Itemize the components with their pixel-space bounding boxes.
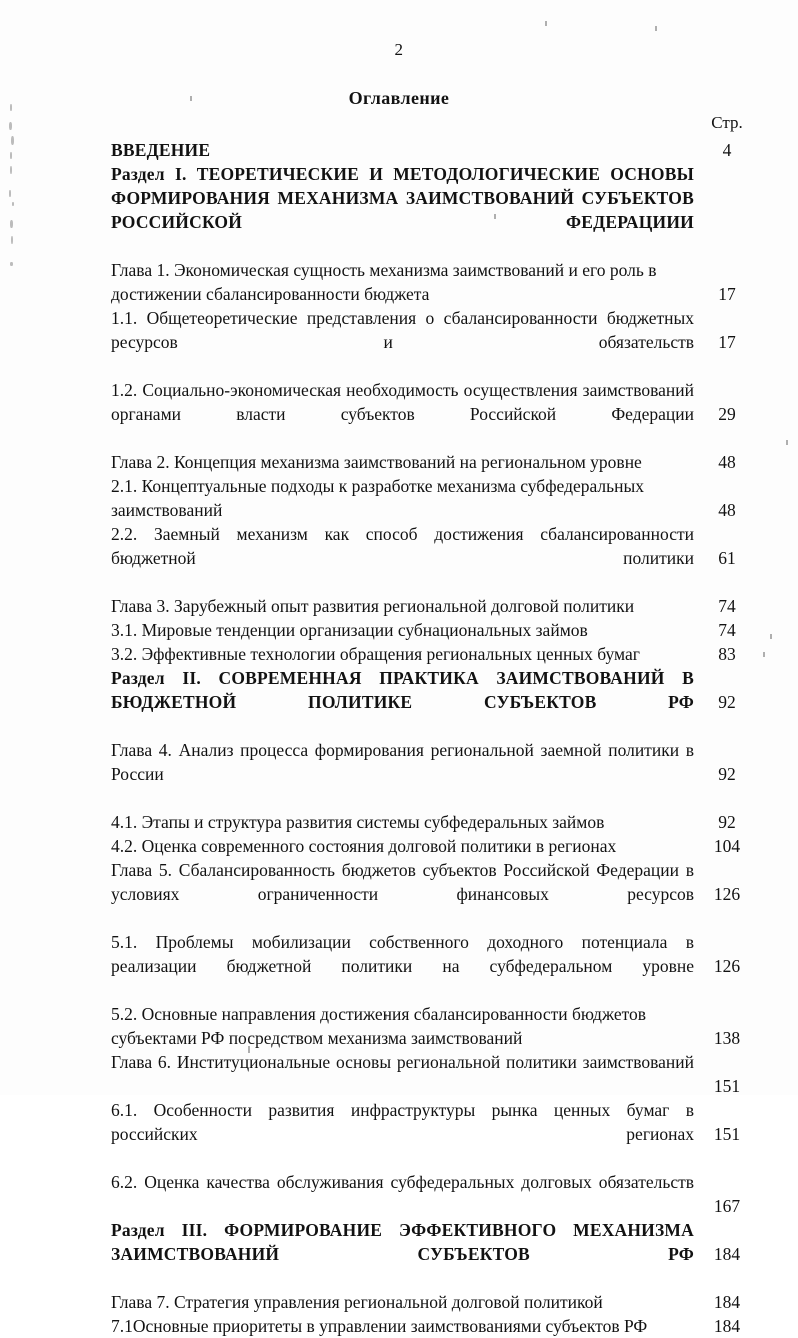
page-number-folio: 2 bbox=[394, 40, 404, 59]
toc-entry-page-number: 126 bbox=[713, 884, 741, 904]
toc-entry-page-number: 104 bbox=[713, 836, 741, 856]
toc-entry[interactable] bbox=[111, 810, 771, 834]
toc-entry-page-number: 151 bbox=[713, 1076, 741, 1096]
toc-entry-title: Раздел I. ТЕОРЕТИЧЕСКИЕ И МЕТОДОЛОГИЧЕСКИЕ ОСНОВЫ ФОРМИРОВАНИЯ МЕХАНИЗМА ЗАИМСТВОВАНИЙ СУБЪЕКТОВ РОССИЙСКОЙ ФЕДЕРАЦИИИ bbox=[111, 164, 694, 232]
toc-entry[interactable] bbox=[111, 1002, 771, 1050]
toc-entry-page-number: 151 bbox=[713, 1124, 741, 1144]
toc-entry-title: Глава 3. Зарубежный опыт развития региональной долговой политики bbox=[111, 596, 635, 616]
toc-entry[interactable] bbox=[111, 1098, 771, 1170]
toc-entry[interactable] bbox=[111, 162, 771, 258]
toc-entry-title: Глава 6. Институциональные основы региональной политики заимствований bbox=[111, 1052, 694, 1072]
toc-entry[interactable] bbox=[111, 594, 771, 618]
toc-entry-title: 2.2. Заемный механизм как способ достижения сбалансированности бюджетной политики bbox=[111, 524, 694, 568]
page-column-header: Стр. bbox=[711, 113, 743, 132]
toc-entry-page-number: 74 bbox=[718, 596, 736, 616]
toc-entry-title: 1.2. Социально-экономическая необходимость осуществления заимствований органами власти субъектов Российской Федерации bbox=[111, 380, 694, 424]
toc-entry[interactable] bbox=[111, 834, 771, 858]
scan-artifact bbox=[786, 440, 788, 445]
scan-artifact bbox=[10, 166, 12, 174]
scan-artifact bbox=[11, 136, 14, 145]
scan-artifact bbox=[10, 220, 13, 228]
toc-entry-title: 5.2. Основные направления достижения сбалансированности бюджетов субъектами РФ посредством механизма заимствований bbox=[111, 1004, 647, 1048]
toc-entry[interactable] bbox=[111, 1050, 771, 1098]
toc-entry[interactable] bbox=[111, 1218, 771, 1290]
toc-entry-page-number: 184 bbox=[713, 1292, 741, 1312]
toc-entry-title: 6.2. Оценка качества обслуживания субфедеральных долговых обязательств bbox=[111, 1172, 694, 1192]
page-title: Оглавление bbox=[348, 88, 450, 108]
toc-entry[interactable] bbox=[111, 138, 771, 162]
toc-entry-page-number: 138 bbox=[713, 1028, 741, 1048]
toc-entry-page-number: 17 bbox=[718, 284, 736, 304]
toc-entry-page-number: 92 bbox=[718, 764, 736, 784]
toc-entry[interactable] bbox=[111, 306, 771, 378]
toc-entry-title: Глава 5. Сбалансированность бюджетов субъектов Российской Федерации в условиях ограниченности финансовых ресурсов bbox=[111, 860, 694, 904]
toc-entry[interactable] bbox=[111, 1290, 771, 1314]
toc-entry-title: Раздел II. СОВРЕМЕННАЯ ПРАКТИКА ЗАИМСТВОВАНИЙ В БЮДЖЕТНОЙ ПОЛИТИКЕ СУБЪЕКТОВ РФ bbox=[111, 668, 694, 712]
scan-artifact bbox=[11, 236, 13, 244]
table-of-contents bbox=[111, 138, 771, 1338]
toc-entry-page-number: 4 bbox=[722, 140, 732, 160]
toc-entry-page-number: 184 bbox=[713, 1244, 741, 1264]
toc-entry-title: Раздел III. ФОРМИРОВАНИЕ ЭФФЕКТИВНОГО МЕХАНИЗМА ЗАИМСТВОВАНИЙ СУБЪЕКТОВ РФ bbox=[111, 1220, 694, 1264]
toc-entry-title: 1.1. Общетеоретические представления о сбалансированности бюджетных ресурсов и обязательств bbox=[111, 308, 694, 352]
toc-entry-page-number: 61 bbox=[718, 548, 736, 568]
toc-entry[interactable] bbox=[111, 378, 771, 450]
scan-artifact bbox=[655, 26, 657, 31]
toc-entry-page-number: 48 bbox=[718, 452, 736, 472]
toc-entry[interactable] bbox=[111, 1170, 771, 1218]
toc-entry[interactable] bbox=[111, 522, 771, 594]
toc-entry-title: ВВЕДЕНИЕ bbox=[111, 140, 211, 160]
toc-entry-page-number: 74 bbox=[718, 620, 736, 640]
toc-entry[interactable] bbox=[111, 738, 771, 810]
toc-entry-page-number: 83 bbox=[718, 644, 736, 664]
toc-entry-title: Глава 2. Концепция механизма заимствований на региональном уровне bbox=[111, 452, 642, 472]
scan-artifact bbox=[10, 152, 12, 159]
toc-entry[interactable] bbox=[111, 930, 771, 1002]
toc-entry[interactable] bbox=[111, 450, 771, 474]
toc-entry-title: 4.1. Этапы и структура развития системы субфедеральных займов bbox=[111, 812, 605, 832]
toc-entry-title: 3.1. Мировые тенденции организации субнациональных займов bbox=[111, 620, 588, 640]
toc-entry-title: 6.1. Особенности развития инфраструктуры рынка ценных бумаг в российских регионах bbox=[111, 1100, 694, 1144]
toc-entry-title: Глава 7. Стратегия управления региональной долговой политикой bbox=[111, 1292, 603, 1312]
toc-entry-title: Глава 1. Экономическая сущность механизма заимствований и его роль в достижении сбалансированности бюджета bbox=[111, 260, 657, 304]
toc-entry[interactable] bbox=[111, 666, 771, 738]
toc-entry-page-number: 126 bbox=[713, 956, 741, 976]
toc-entry-page-number: 92 bbox=[718, 812, 736, 832]
toc-entry[interactable] bbox=[111, 258, 771, 306]
toc-entry-page-number: 17 bbox=[718, 332, 736, 352]
toc-entry-title: 4.2. Оценка современного состояния долговой политики в регионах bbox=[111, 836, 617, 856]
toc-entry-title: 5.1. Проблемы мобилизации собственного доходного потенциала в реализации бюджетной политики на субфедеральном уровне bbox=[111, 932, 694, 976]
toc-entry-page-number: 167 bbox=[713, 1196, 741, 1216]
toc-entry-title: 3.2. Эффективные технологии обращения региональных ценных бумаг bbox=[111, 644, 640, 664]
toc-entry-title: 7.1Основные приоритеты в управлении заимствованиями субъектов РФ bbox=[111, 1316, 648, 1336]
toc-entry-page-number: 184 bbox=[713, 1316, 741, 1336]
toc-entry[interactable] bbox=[111, 1314, 771, 1338]
toc-entry[interactable] bbox=[111, 858, 771, 930]
scan-artifact bbox=[9, 190, 11, 197]
scan-artifact bbox=[9, 122, 12, 130]
toc-entry-page-number: 29 bbox=[718, 404, 736, 424]
toc-entry[interactable] bbox=[111, 474, 771, 522]
scan-artifact bbox=[10, 262, 13, 266]
toc-entry-page-number: 92 bbox=[718, 692, 736, 712]
scan-artifact bbox=[545, 21, 547, 26]
toc-entry-page-number: 48 bbox=[718, 500, 736, 520]
toc-entry-title: 2.1. Концептуальные подходы к разработке механизма субфедеральных заимствований bbox=[111, 476, 645, 520]
scan-artifact bbox=[12, 202, 14, 206]
toc-entry[interactable] bbox=[111, 618, 771, 642]
toc-entry[interactable] bbox=[111, 642, 771, 666]
toc-entry-title: Глава 4. Анализ процесса формирования региональной заемной политики в России bbox=[111, 740, 694, 784]
